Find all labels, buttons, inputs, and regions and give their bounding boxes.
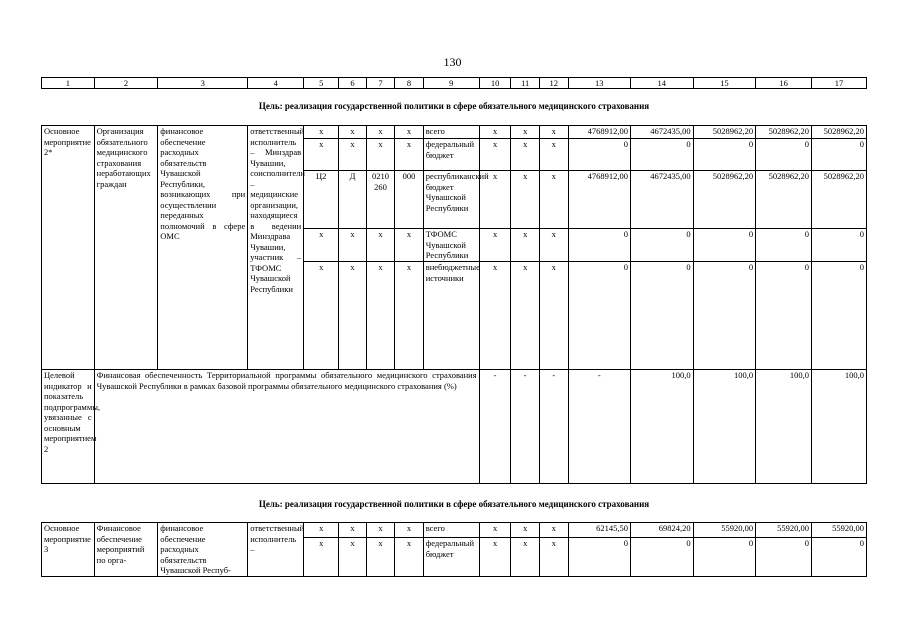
budget-code-cell: x	[479, 538, 511, 576]
budget-code-cell: 0210 260	[366, 171, 395, 229]
amount-cell: 5028962,20	[756, 171, 812, 229]
funding-source: ТФОМС Чувашской Республики	[423, 229, 479, 262]
budget-code-cell: x	[395, 126, 424, 139]
funding-source: внебюджетные источники	[423, 262, 479, 370]
budget-code-cell: x	[304, 139, 339, 171]
amount-cell: 55920,00	[812, 523, 867, 538]
column-number: 3	[158, 78, 248, 89]
budget-code-cell: x	[539, 538, 568, 576]
budget-code-cell: x	[304, 523, 339, 538]
amount-cell: 0	[756, 139, 812, 171]
column-number: 7	[366, 78, 395, 89]
amount-cell: 0	[812, 139, 867, 171]
main-activity-2-table	[41, 125, 867, 484]
funding-source: республиканский бюджет Чувашской Республики	[423, 171, 479, 229]
amount-cell: 0	[756, 538, 812, 576]
budget-code-cell: x	[395, 262, 424, 370]
goal-heading-1: Цель: реализация государственной политики в сфере обязательного медицинского страхования	[258, 101, 650, 111]
budget-code-cell: x	[339, 523, 366, 538]
budget-code-cell: x	[304, 538, 339, 576]
amount-cell: 5028962,20	[812, 171, 867, 229]
activity-description: финансовое обеспечение расходных обязательств Чувашской Республики, возникающих при осуществлении переданных полномочий в сфере ОМС	[158, 126, 248, 370]
indicator-value: 100,0	[756, 370, 812, 484]
budget-code-cell: x	[479, 126, 511, 139]
amount-cell: 0	[812, 229, 867, 262]
column-number: 1	[42, 78, 95, 89]
indicator-value: -	[539, 370, 568, 484]
indicator-value: -	[568, 370, 631, 484]
table-row	[42, 523, 867, 538]
budget-code-cell: x	[395, 229, 424, 262]
activity-title: Финансовое обеспечение мероприятий по орга-	[94, 523, 158, 577]
amount-cell: 0	[631, 262, 694, 370]
budget-code-cell: x	[479, 229, 511, 262]
amount-cell: 0	[812, 262, 867, 370]
amount-cell: 4768912,00	[568, 126, 631, 139]
indicator-row	[42, 370, 867, 484]
main-activity-3-table	[41, 522, 867, 577]
budget-code-cell: x	[395, 139, 424, 171]
funding-source: всего	[423, 126, 479, 139]
budget-code-cell: x	[366, 139, 395, 171]
budget-code-cell: x	[479, 523, 511, 538]
budget-code-cell: x	[304, 262, 339, 370]
column-number-header	[41, 77, 867, 89]
budget-code-cell: x	[339, 126, 366, 139]
column-number: 2	[94, 78, 158, 89]
amount-cell: 4768912,00	[568, 171, 631, 229]
budget-code-cell: x	[366, 126, 395, 139]
amount-cell: 5028962,20	[756, 126, 812, 139]
responsible-executor: ответственный исполнитель – Минздрав Чувашии, соисполнители – медицинские организации, находящиеся в ведении Минздрава Чувашии, участник – ТФОМС Чувашской Республики	[248, 126, 304, 370]
column-number: 9	[423, 78, 479, 89]
activity-description: финансовое обеспечение расходных обязательств Чувашской Респуб-	[158, 523, 248, 577]
amount-cell: 0	[756, 229, 812, 262]
budget-code-cell: x	[511, 139, 540, 171]
budget-code-cell: x	[539, 139, 568, 171]
amount-cell: 0	[568, 229, 631, 262]
funding-source: федеральный бюджет	[423, 139, 479, 171]
indicator-text: Финансовая обеспеченность Территориальной программы обязательного медицинского страхования Чувашской Республики в рамках базовой программы обязательного медицинского страхования (%)	[94, 370, 479, 484]
table-row	[42, 126, 867, 139]
funding-source: федеральный бюджет	[423, 538, 479, 576]
budget-code-cell: x	[304, 126, 339, 139]
budget-code-cell: x	[511, 229, 540, 262]
column-number: 14	[631, 78, 694, 89]
column-number: 15	[693, 78, 756, 89]
amount-cell: 0	[631, 139, 694, 171]
indicator-label: Целевой индикатор и показатель подпрограммы, увязанные с основным мероприятием 2	[42, 370, 95, 484]
amount-cell: 0	[693, 139, 756, 171]
budget-code-cell: x	[511, 262, 540, 370]
amount-cell: 55920,00	[756, 523, 812, 538]
budget-code-cell: x	[539, 229, 568, 262]
goal-heading-2: Цель: реализация государственной политики в сфере обязательного медицинского страхования	[258, 499, 650, 509]
indicator-value: 100,0	[693, 370, 756, 484]
budget-code-cell: x	[511, 126, 540, 139]
budget-code-cell: x	[511, 171, 540, 229]
activity-title: Организация обязательного медицинского страхования неработающих граждан	[94, 126, 158, 370]
column-number: 16	[756, 78, 812, 89]
budget-code-cell: Ц2	[304, 171, 339, 229]
amount-cell: 0	[693, 538, 756, 576]
indicator-value: 100,0	[812, 370, 867, 484]
budget-code-cell: x	[479, 262, 511, 370]
amount-cell: 0	[631, 229, 694, 262]
budget-code-cell: x	[366, 229, 395, 262]
budget-code-cell: x	[366, 538, 395, 576]
amount-cell: 0	[568, 538, 631, 576]
page-number: 130	[443, 55, 462, 69]
column-number: 12	[539, 78, 568, 89]
amount-cell: 55920,00	[693, 523, 756, 538]
amount-cell: 0	[812, 538, 867, 576]
budget-code-cell: x	[395, 523, 424, 538]
budget-code-cell: x	[366, 262, 395, 370]
budget-code-cell: x	[395, 538, 424, 576]
column-number: 5	[304, 78, 339, 89]
amount-cell: 5028962,20	[693, 126, 756, 139]
indicator-value: -	[511, 370, 540, 484]
budget-code-cell: x	[511, 538, 540, 576]
budget-code-cell: x	[511, 523, 540, 538]
budget-code-cell: x	[539, 262, 568, 370]
amount-cell: 5028962,20	[812, 126, 867, 139]
column-number: 17	[812, 78, 867, 89]
amount-cell: 0	[693, 229, 756, 262]
budget-code-cell: x	[339, 229, 366, 262]
budget-code-cell: x	[366, 523, 395, 538]
budget-code-cell: x	[539, 523, 568, 538]
activity-name: Основное мероприятие 3	[42, 523, 95, 577]
budget-code-cell: x	[339, 262, 366, 370]
column-number: 8	[395, 78, 424, 89]
budget-code-cell: x	[339, 538, 366, 576]
responsible-executor: ответственный исполнитель –	[248, 523, 304, 577]
indicator-value: 100,0	[631, 370, 694, 484]
budget-code-cell: x	[539, 126, 568, 139]
budget-code-cell: Д	[339, 171, 366, 229]
budget-code-cell: x	[304, 229, 339, 262]
column-number: 11	[511, 78, 540, 89]
amount-cell: 0	[756, 262, 812, 370]
column-number: 10	[479, 78, 511, 89]
amount-cell: 5028962,20	[693, 171, 756, 229]
amount-cell: 62145,50	[568, 523, 631, 538]
column-number: 13	[568, 78, 631, 89]
amount-cell: 0	[693, 262, 756, 370]
amount-cell: 4672435,00	[631, 126, 694, 139]
budget-code-cell: x	[479, 139, 511, 171]
budget-code-cell: x	[339, 139, 366, 171]
column-number: 4	[248, 78, 304, 89]
activity-name: Основное мероприятие 2*	[42, 126, 95, 370]
funding-source: всего	[423, 523, 479, 538]
column-number: 6	[339, 78, 366, 89]
amount-cell: 0	[568, 262, 631, 370]
amount-cell: 4672435,00	[631, 171, 694, 229]
amount-cell: 69824,20	[631, 523, 694, 538]
indicator-value: -	[479, 370, 511, 484]
amount-cell: 0	[631, 538, 694, 576]
amount-cell: 0	[568, 139, 631, 171]
budget-code-cell: x	[479, 171, 511, 229]
budget-code-cell: x	[539, 171, 568, 229]
budget-code-cell: 000	[395, 171, 424, 229]
